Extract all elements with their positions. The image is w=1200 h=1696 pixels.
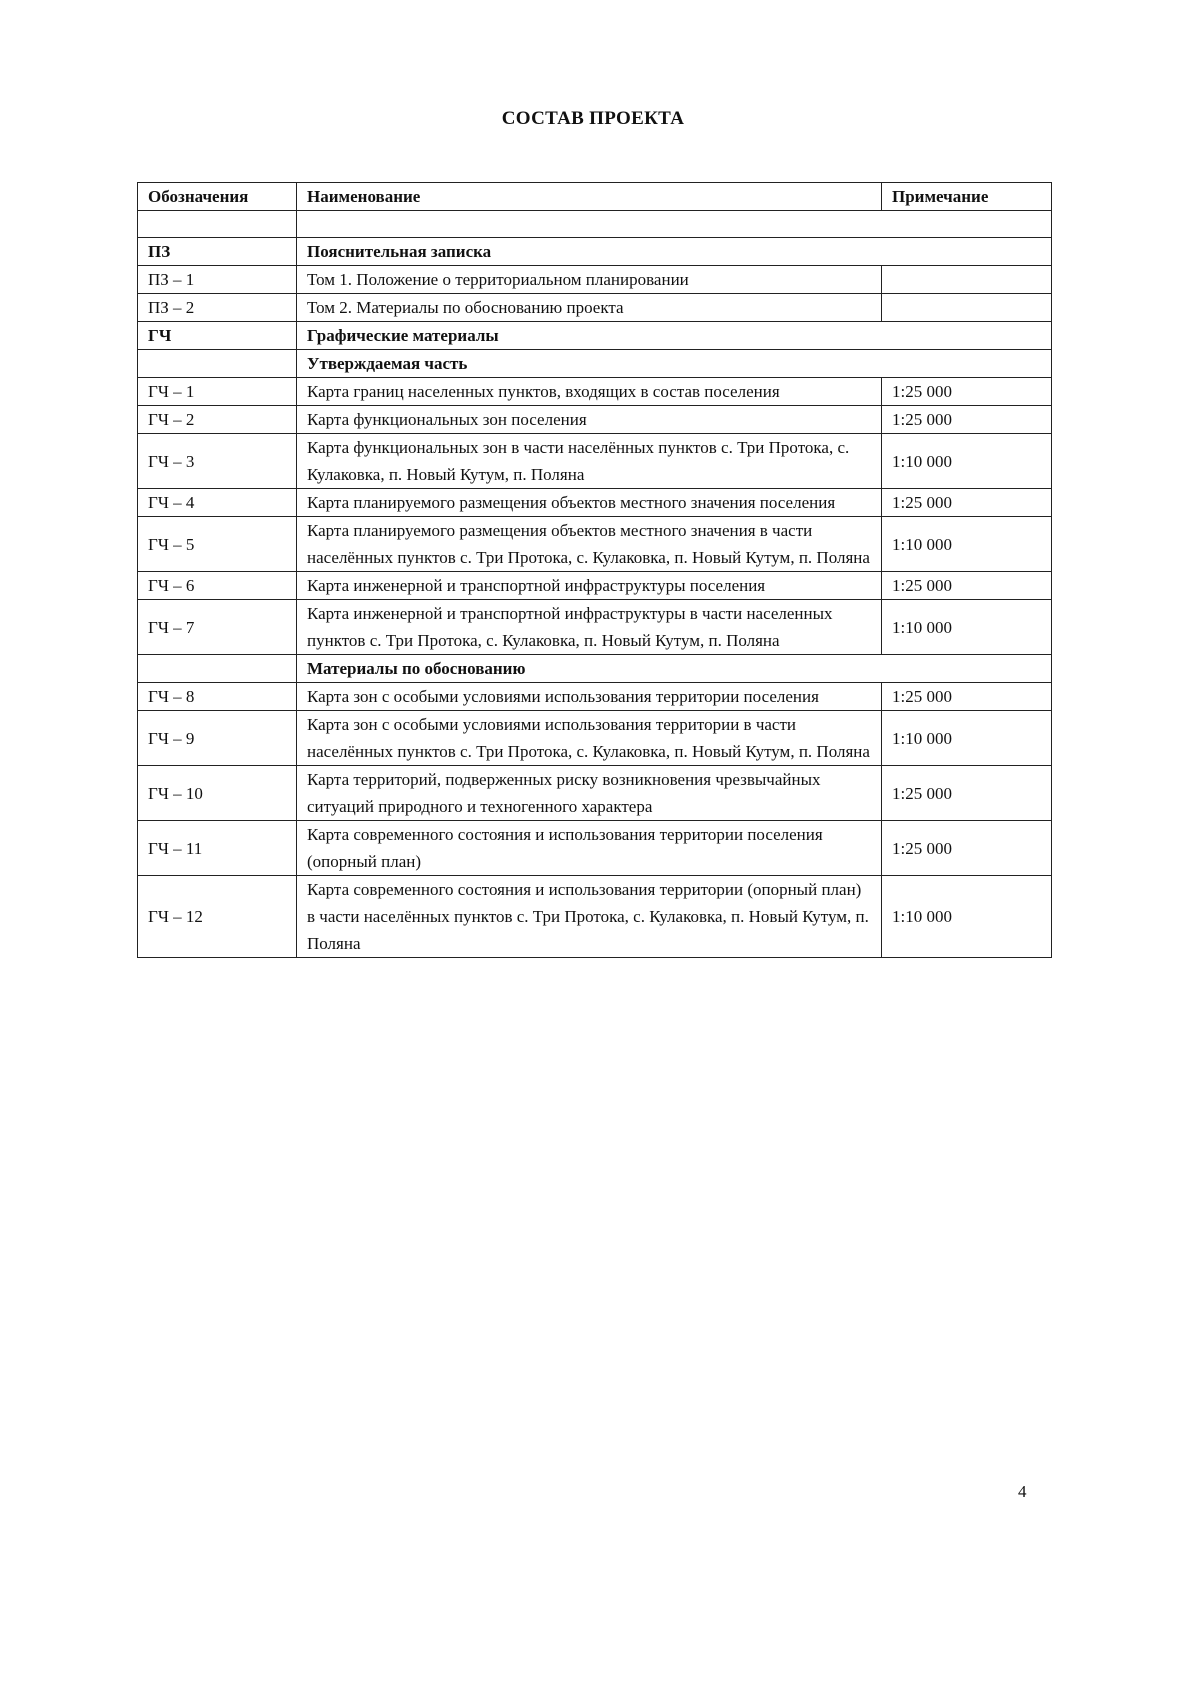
- section-row: [138, 350, 1052, 378]
- note-cell: 1:25 000: [882, 489, 1052, 517]
- table-row: [138, 683, 1052, 711]
- table-row: [138, 434, 1052, 489]
- name-cell: Карта функциональных зон в части населённых пунктов с. Три Протока, с. Кулаковка, п. Новый Кутум, п. Поляна: [297, 434, 882, 489]
- name-cell: Карта границ населенных пунктов, входящих в состав поселения: [297, 378, 882, 406]
- note-cell: 1:10 000: [882, 876, 1052, 958]
- designation-cell: ГЧ – 7: [138, 600, 297, 655]
- name-cell: Карта функциональных зон поселения: [297, 406, 882, 434]
- name-cell: Пояснительная записка: [297, 238, 1052, 266]
- name-cell: Карта инженерной и транспортной инфраструктуры поселения: [297, 572, 882, 600]
- table-row: [138, 489, 1052, 517]
- section-row: [138, 322, 1052, 350]
- designation-cell: ГЧ: [138, 322, 297, 350]
- designation-cell: ПЗ – 1: [138, 266, 297, 294]
- name-cell: Том 1. Положение о территориальном планировании: [297, 266, 882, 294]
- name-cell: Утверждаемая часть: [297, 350, 1052, 378]
- name-cell: Карта зон с особыми условиями использования территории поселения: [297, 683, 882, 711]
- name-cell: Том 2. Материалы по обоснованию проекта: [297, 294, 882, 322]
- designation-cell: ГЧ – 12: [138, 876, 297, 958]
- note-cell: 1:25 000: [882, 766, 1052, 821]
- table-row: [138, 876, 1052, 958]
- name-cell: Карта современного состояния и использования территории (опорный план) в части населённых пунктов с. Три Протока, с. Кулаковка, п. Новый Кутум, п. Поляна: [297, 876, 882, 958]
- name-cell: Материалы по обоснованию: [297, 655, 1052, 683]
- name-cell: Карта инженерной и транспортной инфраструктуры в части населенных пунктов с. Три Протока, с. Кулаковка, п. Новый Кутум, п. Поляна: [297, 600, 882, 655]
- header-designation: Обозначения: [138, 183, 297, 211]
- page-number: 4: [1018, 1482, 1027, 1501]
- designation-cell: [138, 350, 297, 378]
- table-row: [138, 406, 1052, 434]
- name-cell: [297, 211, 1052, 238]
- designation-cell: ГЧ – 8: [138, 683, 297, 711]
- header-name: Наименование: [297, 183, 882, 211]
- note-cell: 1:25 000: [882, 406, 1052, 434]
- table-row: [138, 378, 1052, 406]
- table-row: [138, 600, 1052, 655]
- table-row: [138, 572, 1052, 600]
- table-row: [138, 517, 1052, 572]
- designation-cell: ГЧ – 11: [138, 821, 297, 876]
- note-cell: 1:10 000: [882, 517, 1052, 572]
- section-row: [138, 655, 1052, 683]
- designation-cell: ГЧ – 1: [138, 378, 297, 406]
- note-cell: 1:25 000: [882, 572, 1052, 600]
- section-row: [138, 238, 1052, 266]
- designation-cell: ГЧ – 6: [138, 572, 297, 600]
- designation-cell: ГЧ – 9: [138, 711, 297, 766]
- name-cell: Карта планируемого размещения объектов местного значения поселения: [297, 489, 882, 517]
- note-cell: 1:10 000: [882, 600, 1052, 655]
- name-cell: Карта современного состояния и использования территории поселения (опорный план): [297, 821, 882, 876]
- document-title: СОСТАВ ПРОЕКТА: [501, 108, 685, 129]
- designation-cell: ГЧ – 2: [138, 406, 297, 434]
- designation-cell: ГЧ – 10: [138, 766, 297, 821]
- designation-cell: [138, 655, 297, 683]
- note-cell: 1:25 000: [882, 378, 1052, 406]
- note-cell: 1:25 000: [882, 683, 1052, 711]
- note-cell: 1:10 000: [882, 434, 1052, 489]
- designation-cell: ГЧ – 3: [138, 434, 297, 489]
- table-row: [138, 766, 1052, 821]
- designation-cell: ПЗ – 2: [138, 294, 297, 322]
- name-cell: Графические материалы: [297, 322, 1052, 350]
- project-composition-table: [137, 182, 1052, 958]
- table-row: [138, 266, 1052, 294]
- table-header-row: [138, 183, 1052, 211]
- note-cell: [882, 294, 1052, 322]
- note-cell: 1:10 000: [882, 711, 1052, 766]
- header-note: Примечание: [882, 183, 1052, 211]
- note-cell: [882, 266, 1052, 294]
- designation-cell: [138, 211, 297, 238]
- table-row: [138, 711, 1052, 766]
- name-cell: Карта планируемого размещения объектов местного значения в части населённых пунктов с. Три Протока, с. Кулаковка, п. Новый Кутум, п. Поляна: [297, 517, 882, 572]
- designation-cell: ГЧ – 5: [138, 517, 297, 572]
- table-row: [138, 294, 1052, 322]
- name-cell: Карта зон с особыми условиями использования территории в части населённых пунктов с. Три Протока, с. Кулаковка, п. Новый Кутум, п. Поляна: [297, 711, 882, 766]
- note-cell: 1:25 000: [882, 821, 1052, 876]
- designation-cell: ПЗ: [138, 238, 297, 266]
- table-body: [138, 211, 1052, 958]
- name-cell: Карта территорий, подверженных риску возникновения чрезвычайных ситуаций природного и техногенного характера: [297, 766, 882, 821]
- spacer-row: [138, 211, 1052, 238]
- designation-cell: ГЧ – 4: [138, 489, 297, 517]
- table-row: [138, 821, 1052, 876]
